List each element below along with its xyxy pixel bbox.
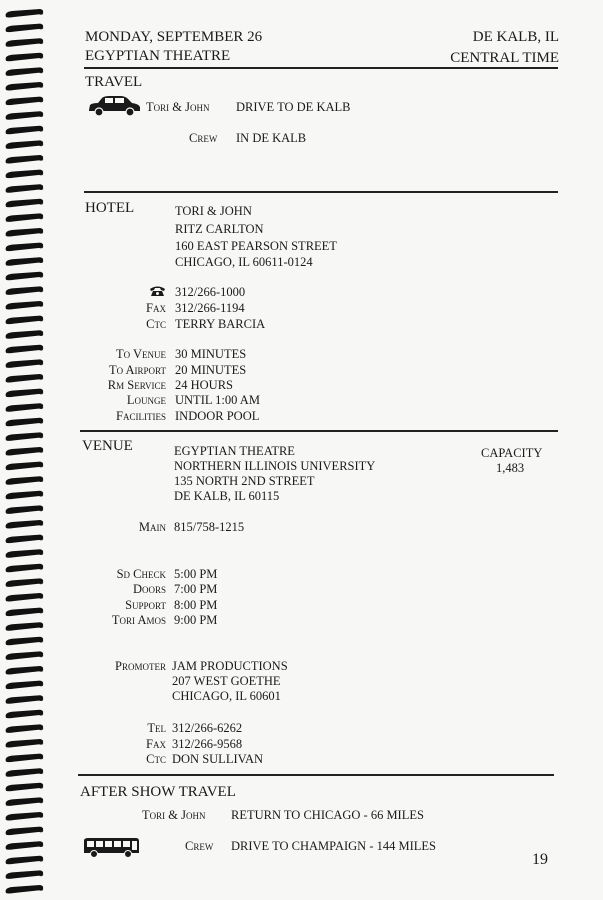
spiral-coil — [6, 272, 44, 281]
spiral-coil — [6, 535, 44, 544]
spiral-coil — [6, 228, 44, 237]
spiral-coil — [6, 710, 44, 719]
spiral-coil — [6, 359, 44, 368]
header-divider — [84, 67, 558, 69]
capacity-value: 1,483 — [496, 461, 525, 475]
hotel-ctc: TERRY BARCIA — [175, 317, 266, 331]
spiral-coil — [6, 724, 44, 733]
spiral-coil — [6, 418, 44, 427]
promoter-fax: 312/266-9568 — [172, 737, 243, 751]
spiral-coil — [6, 856, 44, 865]
spiral-coil — [6, 827, 44, 836]
spiral-coil — [6, 695, 44, 704]
travel-divider — [84, 191, 558, 193]
venue-org: NORTHERN ILLINOIS UNIVERSITY — [174, 459, 376, 473]
spiral-coil — [6, 389, 44, 398]
spiral-coil — [6, 199, 44, 208]
venue-city: DE KALB, IL 60115 — [174, 489, 280, 503]
spiral-coil — [6, 432, 44, 441]
hotel-street: 160 EAST PEARSON STREET — [175, 239, 337, 253]
spiral-coil — [6, 170, 44, 179]
hotel-title: HOTEL — [85, 200, 135, 216]
travel-what-2: IN DE KALB — [236, 131, 307, 145]
spiral-binding — [0, 0, 52, 900]
promoter-fax-label: Fax — [146, 737, 166, 751]
hotel-detail-label: Rm Service — [107, 378, 166, 392]
schedule-label: Support — [125, 598, 166, 612]
promoter-ctc-label: Ctc — [146, 752, 166, 766]
schedule-time: 5:00 PM — [174, 567, 218, 581]
spiral-coil — [6, 564, 44, 573]
header-timezone: CENTRAL TIME — [450, 50, 559, 66]
spiral-coil — [6, 111, 44, 120]
spiral-coil — [6, 38, 44, 47]
spiral-coil — [6, 97, 44, 106]
spiral-coil — [6, 126, 44, 135]
spiral-coil — [6, 885, 44, 894]
header-city: DE KALB, IL — [472, 29, 559, 45]
spiral-coil — [6, 841, 44, 850]
spiral-coil — [6, 505, 44, 514]
spiral-coil — [6, 403, 44, 412]
promoter-city: CHICAGO, IL 60601 — [172, 689, 281, 703]
spiral-coil — [6, 797, 44, 806]
header-date: MONDAY, SEPTEMBER 26 — [85, 29, 263, 45]
hotel-detail-value: UNTIL 1:00 AM — [175, 393, 260, 407]
venue-main-label: Main — [138, 520, 166, 534]
spiral-coil — [6, 476, 44, 485]
spiral-coil — [6, 593, 44, 602]
header-venue: EGYPTIAN THEATRE — [85, 48, 231, 64]
spiral-coil — [6, 155, 44, 164]
spiral-coil — [6, 622, 44, 631]
spiral-coil — [6, 301, 44, 310]
spiral-coil — [6, 345, 44, 354]
car-icon — [86, 95, 142, 117]
spiral-coil — [6, 549, 44, 558]
venue-street: 135 NORTH 2ND STREET — [174, 474, 315, 488]
spiral-coil — [6, 783, 44, 792]
spiral-coil — [6, 286, 44, 295]
hotel-divider — [80, 430, 558, 432]
after-show-who-1: Tori & John — [142, 808, 206, 822]
telephone-icon — [149, 285, 166, 297]
hotel-phone: 312/266-1000 — [175, 285, 246, 299]
after-show-what-1: RETURN TO CHICAGO - 66 MILES — [231, 808, 424, 822]
spiral-coil — [6, 870, 44, 879]
spiral-coil — [6, 812, 44, 821]
spiral-coil — [6, 608, 44, 617]
hotel-fax: 312/266-1194 — [175, 301, 245, 315]
hotel-name: RITZ CARLTON — [175, 222, 264, 236]
spiral-coil — [6, 768, 44, 777]
venue-name: EGYPTIAN THEATRE — [174, 444, 295, 458]
spiral-coil — [6, 666, 44, 675]
spiral-coil — [6, 520, 44, 529]
promoter-tel: 312/266-6262 — [172, 721, 243, 735]
promoter-ctc: DON SULLIVAN — [172, 752, 264, 766]
spiral-coil — [6, 213, 44, 222]
spiral-coil — [6, 739, 44, 748]
hotel-detail-value: 20 MINUTES — [175, 363, 247, 377]
spiral-coil — [6, 754, 44, 763]
spiral-coil — [6, 67, 44, 76]
promoter-street: 207 WEST GOETHE — [172, 674, 281, 688]
spiral-coil — [6, 637, 44, 646]
schedule-label: Tori Amos — [111, 613, 166, 627]
spiral-coil — [6, 316, 44, 325]
hotel-detail-label: To Venue — [115, 347, 166, 361]
promoter-label: Promoter — [115, 659, 166, 673]
spiral-coil — [6, 257, 44, 266]
capacity-label: CAPACITY — [481, 446, 543, 460]
spiral-coil — [6, 651, 44, 660]
spiral-coil — [6, 243, 44, 252]
travel-what-1: DRIVE TO DE KALB — [236, 100, 351, 114]
schedule-time: 9:00 PM — [174, 613, 218, 627]
spiral-coil — [6, 184, 44, 193]
promoter-name: JAM PRODUCTIONS — [172, 659, 288, 673]
spiral-coil — [6, 491, 44, 500]
hotel-city: CHICAGO, IL 60611-0124 — [175, 255, 313, 269]
venue-main-phone: 815/758-1215 — [174, 520, 245, 534]
travel-title: TRAVEL — [85, 74, 143, 90]
spiral-coil — [6, 374, 44, 383]
bleed-through — [440, 30, 443, 42]
spiral-coil — [6, 9, 44, 18]
schedule-label: Sd Check — [116, 567, 166, 581]
spiral-coil — [6, 24, 44, 32]
promoter-tel-label: Tel — [147, 721, 166, 735]
hotel-ctc-label: Ctc — [146, 317, 166, 331]
hotel-detail-label: To Airport — [108, 363, 166, 377]
after-show-what-2: DRIVE TO CHAMPAIGN - 144 MILES — [231, 839, 436, 853]
schedule-label: Doors — [132, 582, 166, 596]
spiral-coil — [6, 330, 44, 339]
spiral-coil — [6, 53, 44, 62]
venue-title: VENUE — [82, 438, 133, 454]
spiral-coil — [6, 681, 44, 690]
hotel-detail-label: Lounge — [126, 393, 166, 407]
hotel-guests: TORI & JOHN — [175, 204, 252, 218]
venue-divider — [78, 774, 554, 776]
travel-who-1: Tori & John — [146, 100, 210, 114]
spiral-coil — [6, 447, 44, 456]
hotel-detail-value: 24 HOURS — [175, 378, 233, 392]
travel-who-2: Crew — [189, 131, 218, 145]
hotel-detail-label: Facilities — [116, 409, 166, 423]
page-number: 19 — [532, 851, 548, 868]
schedule-time: 7:00 PM — [174, 582, 218, 596]
spiral-coil — [6, 462, 44, 471]
spiral-coil — [6, 140, 44, 149]
after-show-title: AFTER SHOW TRAVEL — [80, 784, 236, 800]
hotel-fax-label: Fax — [146, 301, 166, 315]
spiral-coil — [6, 578, 44, 587]
schedule-time: 8:00 PM — [174, 598, 218, 612]
bus-icon — [82, 837, 140, 859]
hotel-detail-value: INDOOR POOL — [175, 409, 260, 423]
spiral-coil — [6, 82, 44, 91]
after-show-who-2: Crew — [185, 839, 214, 853]
hotel-detail-value: 30 MINUTES — [175, 347, 247, 361]
